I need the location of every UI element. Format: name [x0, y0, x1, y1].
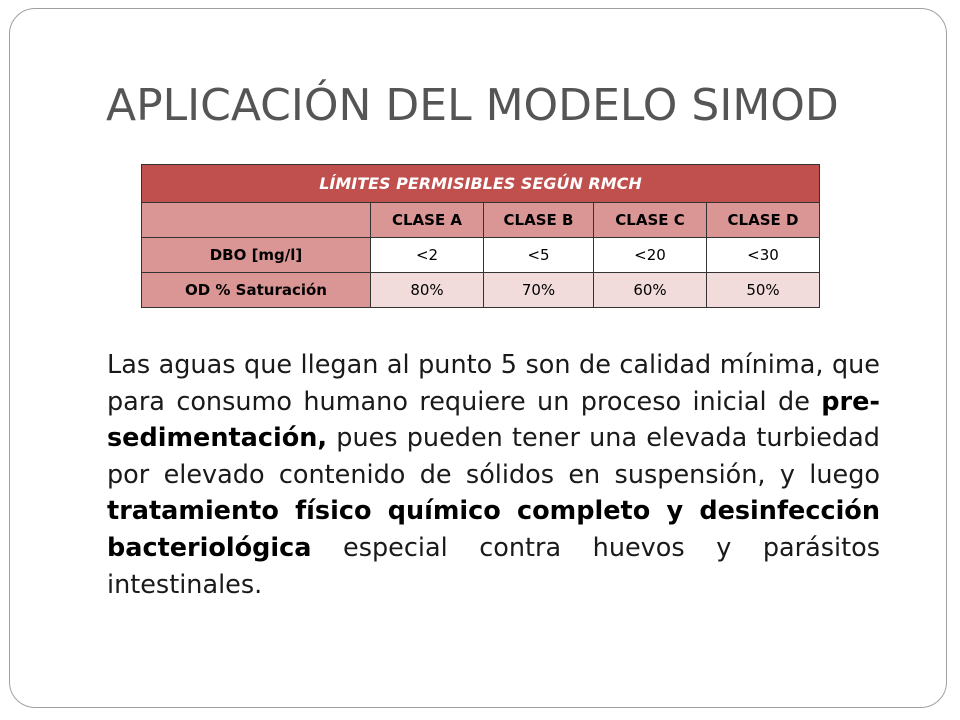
- body-text-bold: pre-sedimentación,: [107, 386, 880, 454]
- body-paragraph: [107, 347, 880, 603]
- table-cell: 70%: [484, 273, 594, 308]
- table-cell: 60%: [594, 273, 707, 308]
- slide-title: APLICACIÓN DEL MODELO SIMOD: [106, 80, 839, 131]
- body-text-bold: tratamiento físico químico completo y desinfección bacteriológica: [107, 496, 880, 563]
- table-row: [142, 238, 820, 273]
- row-label: OD % Saturación: [142, 273, 371, 308]
- table-header-row: [142, 165, 820, 203]
- column-header: [142, 203, 371, 238]
- table-row: [142, 273, 820, 308]
- table-cell: <2: [371, 238, 484, 273]
- row-label: DBO [mg/l]: [142, 238, 371, 273]
- limits-table: [141, 164, 820, 308]
- table-cell: <30: [707, 238, 820, 273]
- body-text-segment: pues pueden tener una elevada turbiedad por elevado contenido de sólidos en suspensión, y luego: [107, 423, 880, 490]
- table-cell: 80%: [371, 273, 484, 308]
- table-cell: <5: [484, 238, 594, 273]
- body-text-segment: Las aguas que llegan al punto 5 son de calidad mínima, que para consumo humano requiere un proceso inicial de: [107, 350, 880, 417]
- column-header: CLASE D: [707, 203, 820, 238]
- table-cell: 50%: [707, 273, 820, 308]
- column-header: CLASE A: [371, 203, 484, 238]
- column-header: CLASE B: [484, 203, 594, 238]
- table-column-row: [142, 203, 820, 238]
- table-cell: <20: [594, 238, 707, 273]
- table-caption: LÍMITES PERMISIBLES SEGÚN RMCH: [142, 165, 820, 203]
- body-text-segment: especial contra huevos y parásitos intestinales.: [107, 532, 880, 600]
- column-header: CLASE C: [594, 203, 707, 238]
